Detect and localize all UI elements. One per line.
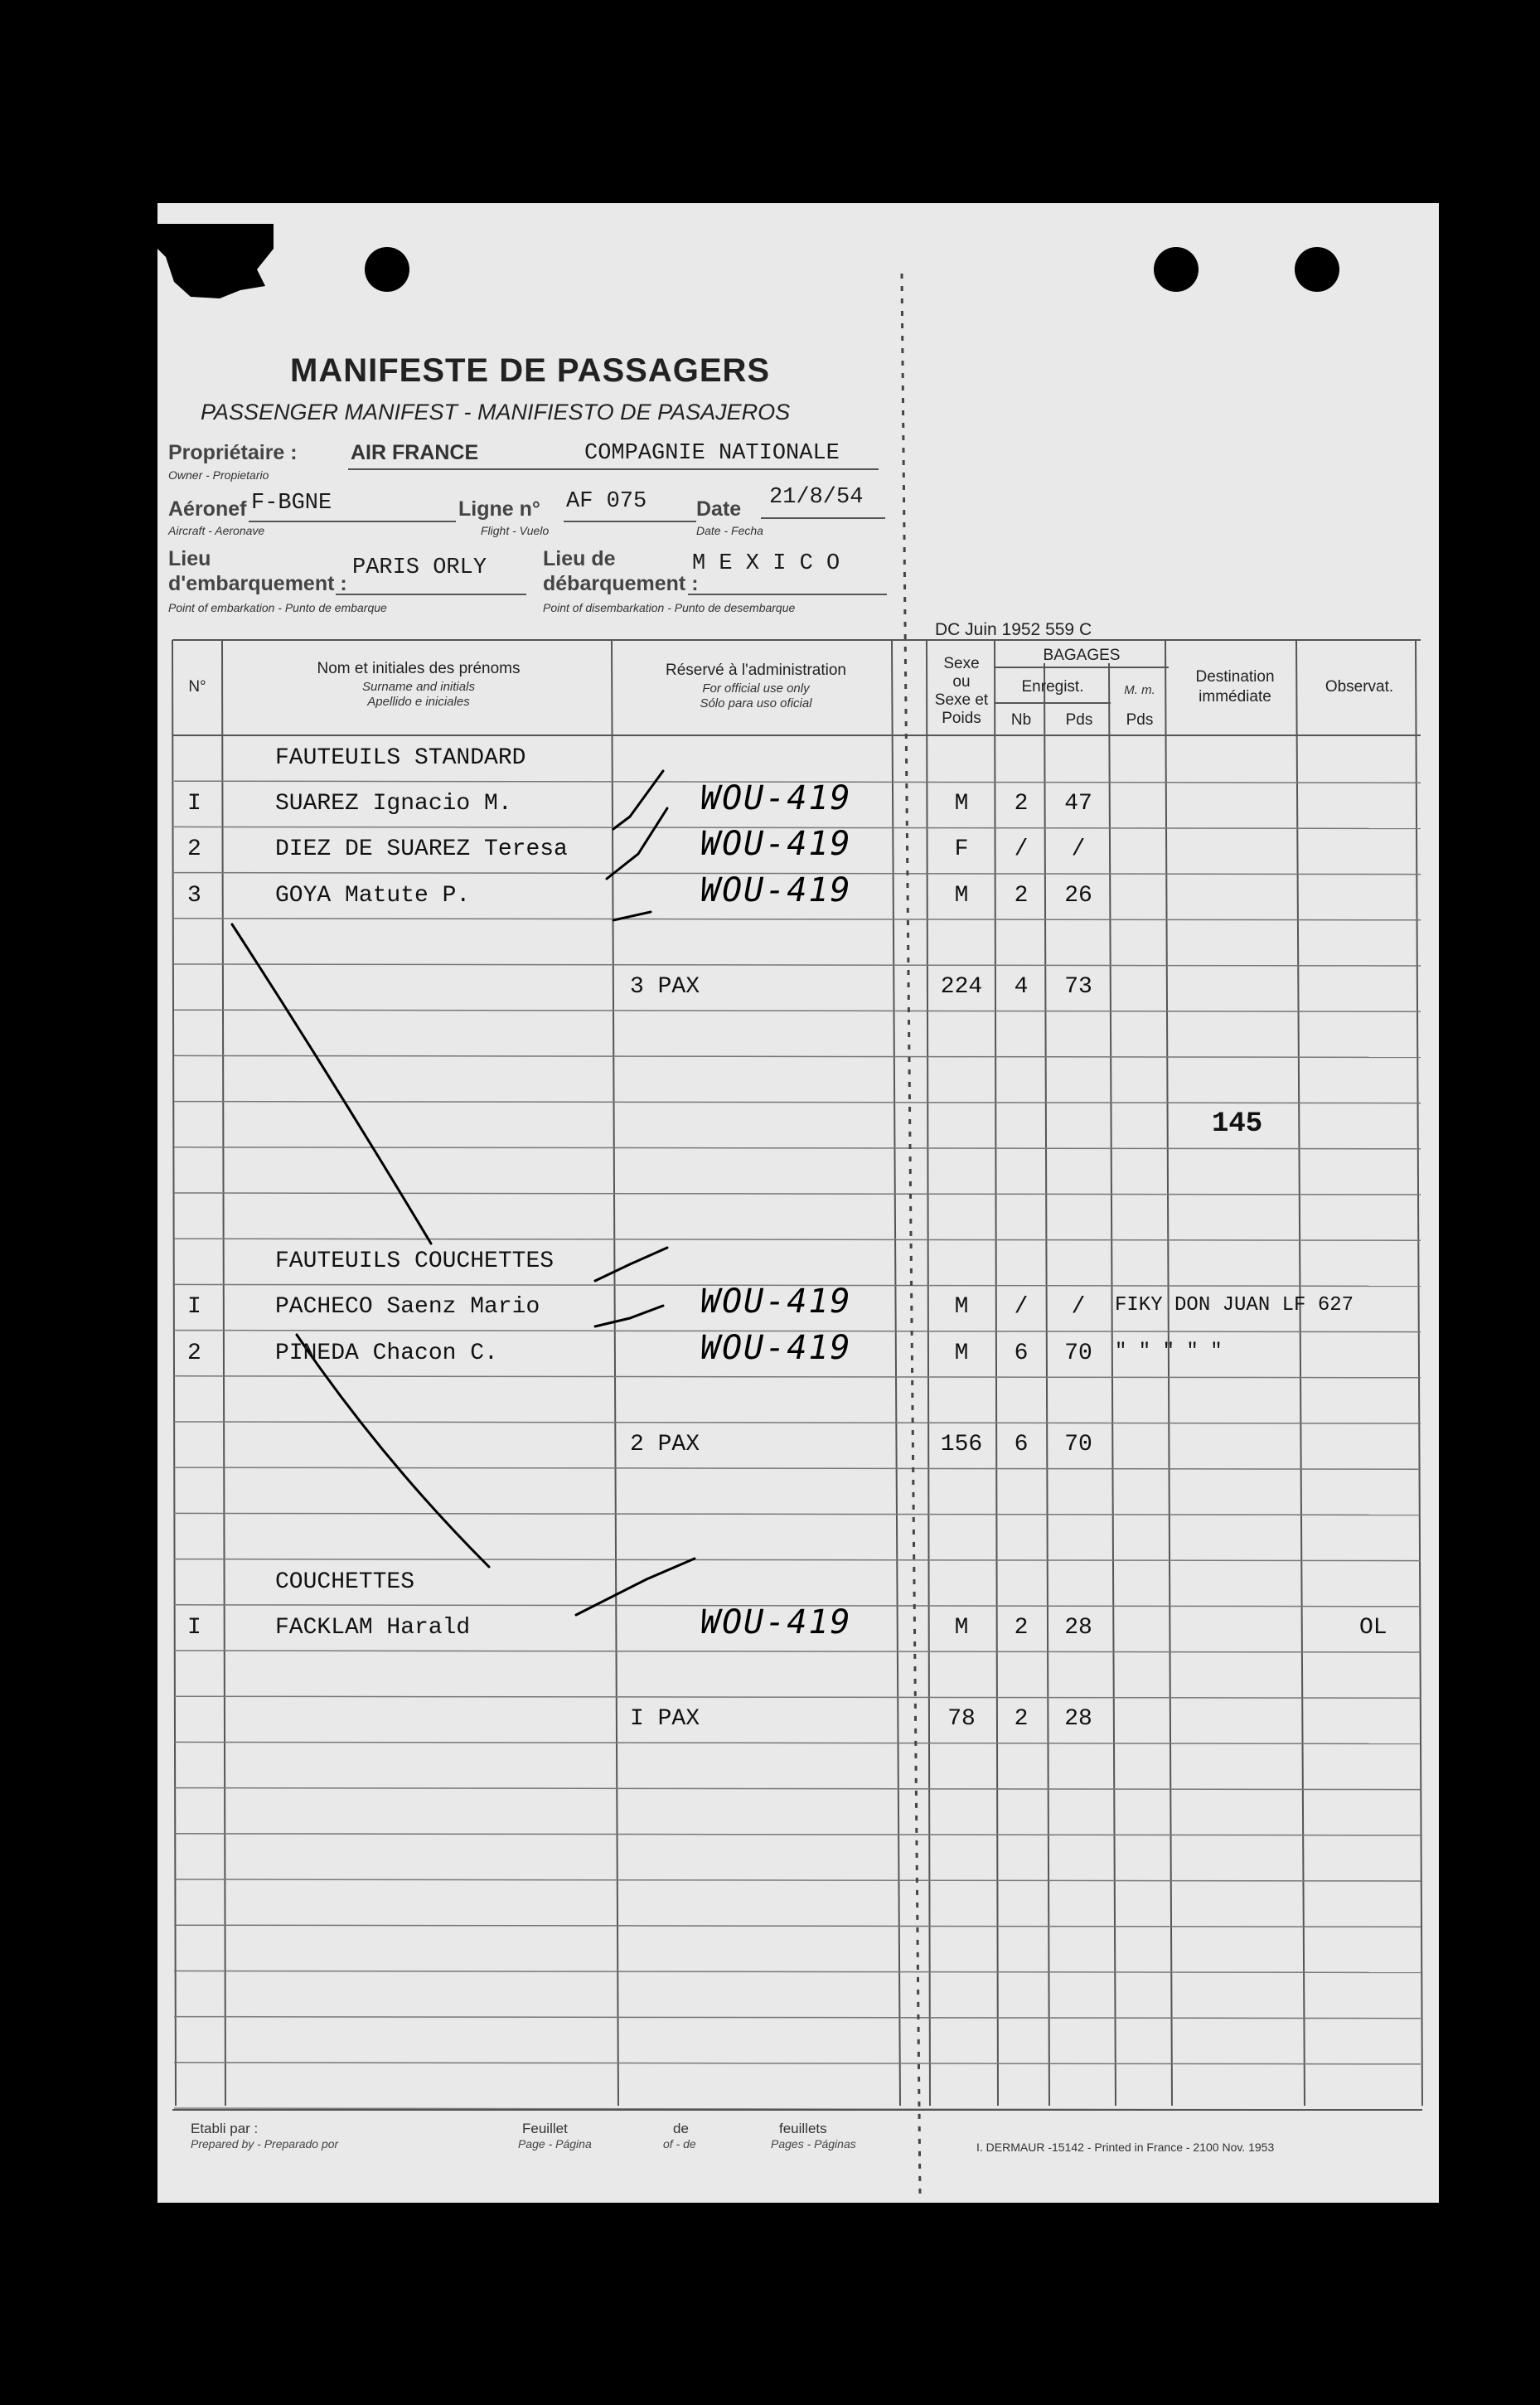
owner-sublabel: Owner - Propietario — [168, 468, 269, 482]
cell-bag-weight: 28 — [1064, 1706, 1092, 1733]
cell-bag-weight: 70 — [1064, 1432, 1092, 1457]
cell-bag-weight: 47 — [1064, 791, 1092, 817]
flight-sublabel: Flight - Vuelo — [481, 524, 550, 537]
owner-fill-line — [348, 468, 879, 470]
col-header-admin-en: For official use only — [702, 681, 810, 696]
cell-bag-count: 2 — [1014, 791, 1029, 817]
col-header-name: Nom et initiales des prénoms — [317, 660, 521, 677]
cell-passenger-name: SUAREZ Ignacio M. — [275, 791, 512, 817]
cell-bag-count: 6 — [1014, 1432, 1029, 1457]
of-label: de — [673, 2121, 689, 2136]
embark-value: PARIS ORLY — [352, 555, 487, 580]
col-header-admin: Réservé à l'administration — [666, 662, 846, 679]
embark-label-line2: d'embarquement : — [168, 572, 347, 595]
cell-sex-weight: M — [954, 1294, 969, 1321]
cell-passenger-name: PACHECO Saenz Mario — [275, 1294, 540, 1321]
binder-hole — [1295, 247, 1339, 292]
date-sublabel: Date - Fecha — [696, 524, 763, 537]
cell-official-use: 3 PAX — [630, 974, 700, 1000]
cell-bag-count: 2 — [1014, 1614, 1029, 1641]
col-header-destination-1: Destination — [1195, 668, 1275, 686]
col-header-no: N° — [188, 678, 206, 696]
cell-bag-count: / — [1014, 1294, 1029, 1321]
col-header-destination-2: immédiate — [1199, 688, 1271, 705]
cell-sex-weight: F — [954, 836, 969, 863]
col-header-pds-hand: Pds — [1126, 711, 1154, 729]
cell-bag-count: 2 — [1014, 1706, 1029, 1733]
aircraft-sublabel: Aircraft - Aeronave — [168, 524, 265, 537]
prepared-by-sublabel: Prepared by - Preparado por — [191, 2137, 339, 2150]
cell-destination: " " " " " — [1115, 1340, 1223, 1363]
sheet-sublabel: Page - Página — [518, 2137, 592, 2150]
date-label: Date — [696, 497, 742, 521]
date-value: 21/8/54 — [769, 485, 864, 510]
cell-passenger-name: FAUTEUILS COUCHETTES — [275, 1249, 554, 1275]
col-header-bagages: BAGAGES — [1043, 647, 1121, 664]
prepared-by-label: Etabli par : — [191, 2121, 259, 2136]
cell-official-use: 2 PAX — [630, 1432, 700, 1457]
col-header-nb: Nb — [1010, 711, 1032, 729]
cell-sex-weight: M — [954, 791, 969, 817]
owner-value: AIR FRANCE — [351, 441, 479, 464]
cell-observations: OL — [1359, 1614, 1387, 1641]
cell-number: I — [187, 1614, 201, 1641]
col-header-sex-3: Sexe et — [934, 691, 989, 709]
col-header-pds: Pds — [1065, 711, 1093, 729]
cell-bag-count: 4 — [1014, 974, 1029, 1000]
sheets-sublabel: Pages - Páginas — [771, 2137, 856, 2150]
flight-label: Ligne n° — [458, 497, 540, 521]
binder-hole — [365, 247, 409, 292]
col-header-admin-es: Sólo para uso oficial — [700, 696, 812, 710]
form-code: DC Juin 1952 559 C — [935, 620, 1092, 639]
binder-hole — [1154, 247, 1199, 292]
cell-official-use: WOU-419 — [700, 1328, 852, 1367]
owner-company: COMPAGNIE NATIONALE — [584, 441, 840, 466]
printer-imprint: I. DERMAUR -15142 - Printed in France - 2100 Nov. 1953 — [976, 2141, 1275, 2154]
disembark-fill-line — [688, 594, 887, 595]
cell-bag-weight: 70 — [1064, 1340, 1092, 1366]
cell-passenger-name: GOYA Matute P. — [275, 882, 471, 909]
cell-bag-weight: / — [1071, 836, 1086, 863]
torn-corner — [141, 224, 274, 298]
cell-destination: FIKY DON JUAN LF 627 — [1115, 1294, 1354, 1317]
cell-number: I — [187, 791, 201, 817]
cell-destination: 145 — [1212, 1108, 1263, 1140]
disembark-sublabel: Point of disembarkation - Punto de desembarque — [543, 601, 796, 614]
flight-value: AF 075 — [566, 489, 647, 514]
flight-fill-line — [564, 521, 696, 522]
owner-label: Propriétaire : — [168, 441, 298, 464]
sheets-label: feuillets — [779, 2121, 827, 2136]
cell-number: I — [187, 1294, 201, 1321]
col-header-name-es: Apellido e iniciales — [367, 695, 470, 709]
aircraft-fill-line — [249, 521, 456, 522]
cell-official-use: WOU-419 — [700, 870, 852, 909]
cell-sex-weight: 78 — [947, 1706, 976, 1733]
cell-number: 2 — [187, 1340, 201, 1366]
cell-sex-weight: 156 — [940, 1432, 983, 1457]
cell-number: 2 — [187, 836, 201, 863]
cell-sex-weight: 224 — [940, 974, 983, 1000]
disembark-label-line2: débarquement : — [543, 572, 699, 595]
col-header-hand-baggage: M. m. — [1124, 683, 1155, 697]
embark-sublabel: Point of embarkation - Punto de embarque — [168, 601, 387, 614]
cell-official-use: WOU-419 — [700, 779, 852, 818]
cell-bag-weight: / — [1071, 1294, 1086, 1321]
date-fill-line — [761, 517, 885, 519]
embark-label-line1: Lieu — [168, 547, 211, 570]
col-header-sex-2: ou — [952, 673, 971, 691]
cell-sex-weight: M — [954, 882, 969, 909]
disembark-label-line1: Lieu de — [543, 547, 616, 570]
of-sublabel: of - de — [663, 2137, 696, 2150]
cell-sex-weight: M — [954, 1614, 969, 1641]
cell-bag-weight: 28 — [1064, 1614, 1092, 1641]
aircraft-value: F-BGNE — [251, 491, 332, 516]
manifest-subtitle: PASSENGER MANIFEST - MANIFIESTO DE PASAJEROS — [201, 400, 791, 424]
manifest-title: MANIFESTE DE PASSAGERS — [290, 352, 771, 389]
cell-official-use: WOU-419 — [700, 1283, 852, 1321]
cell-official-use: I PAX — [630, 1706, 700, 1733]
cell-passenger-name: COUCHETTES — [275, 1569, 415, 1595]
embark-fill-line — [336, 594, 526, 595]
cell-sex-weight: M — [954, 1340, 969, 1366]
cell-official-use: WOU-419 — [700, 825, 852, 864]
cell-passenger-name: FAUTEUILS STANDARD — [275, 745, 526, 771]
col-header-sex-4: Poids — [942, 710, 981, 727]
col-header-observations: Observat. — [1324, 678, 1394, 696]
cell-passenger-name: PINEDA Chacon C. — [275, 1340, 498, 1366]
cell-passenger-name: FACKLAM Harald — [275, 1614, 471, 1641]
cell-passenger-name: DIEZ DE SUAREZ Teresa — [275, 836, 568, 863]
cell-bag-count: 2 — [1014, 882, 1029, 909]
cell-official-use: WOU-419 — [700, 1603, 852, 1641]
col-header-sex-1: Sexe — [943, 655, 980, 672]
cell-bag-weight: 73 — [1064, 974, 1092, 1000]
col-header-enregist: Enregist. — [1021, 678, 1084, 696]
col-header-name-en: Surname and initials — [362, 680, 475, 694]
aircraft-label: Aéronef — [168, 497, 247, 521]
cell-bag-weight: 26 — [1064, 882, 1092, 909]
cell-number: 3 — [187, 882, 201, 909]
cell-bag-count: 6 — [1014, 1340, 1029, 1366]
sheet-label: Feuillet — [522, 2121, 568, 2136]
disembark-value: M E X I C O — [692, 551, 840, 576]
cell-bag-count: / — [1014, 836, 1029, 863]
